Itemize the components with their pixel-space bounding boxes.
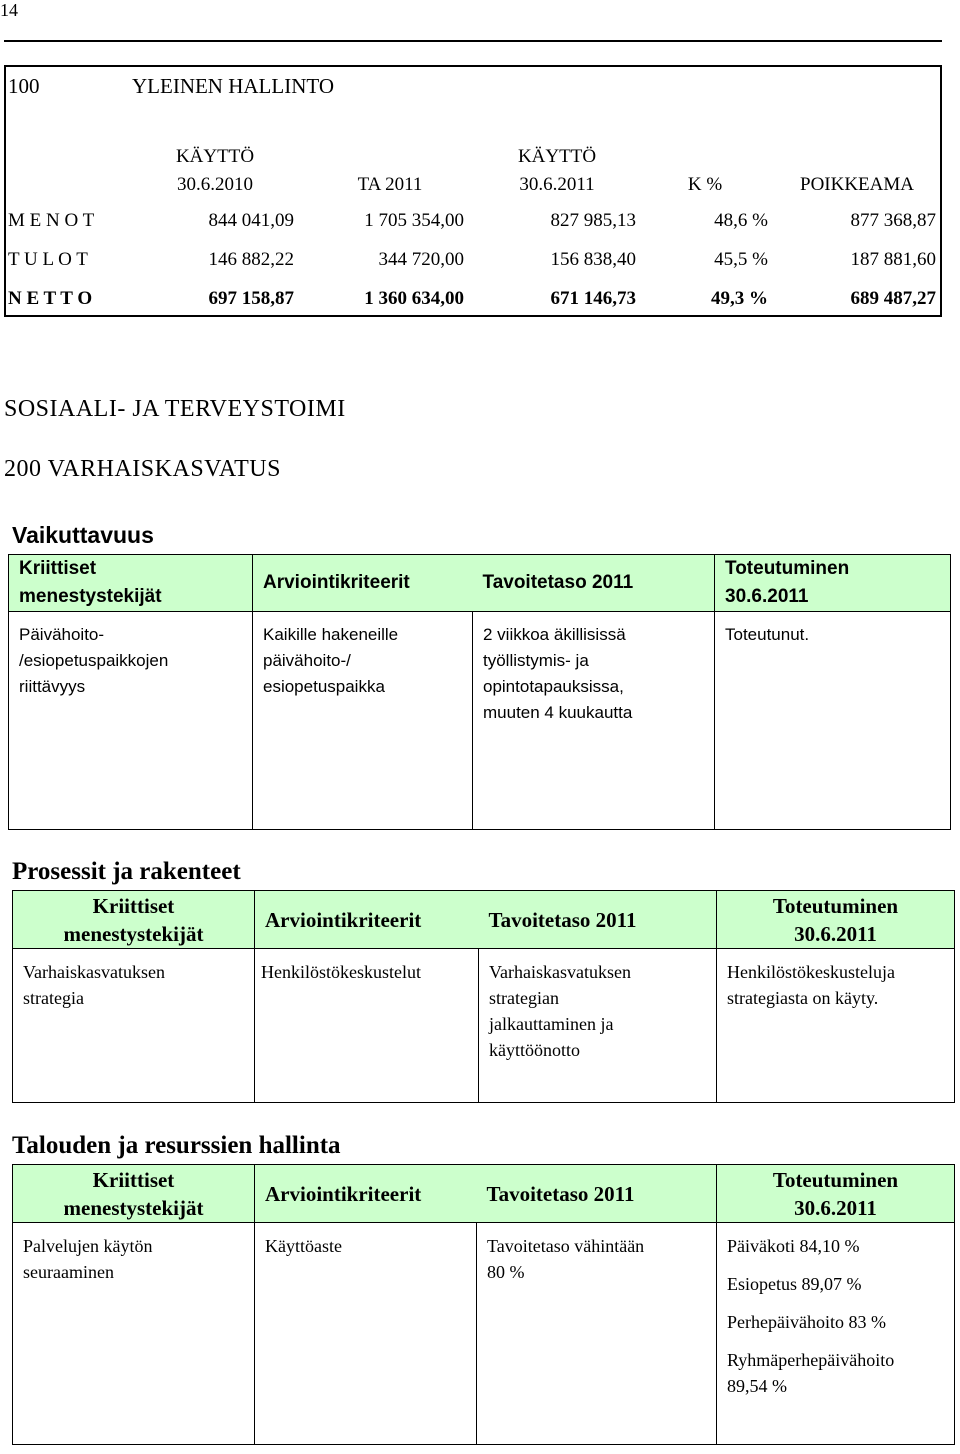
budget-cell-poik: 187 881,60 bbox=[850, 249, 936, 270]
header-k-percent: K % bbox=[687, 174, 723, 195]
table-header-row bbox=[13, 1165, 955, 1223]
cell-line: Perhepäivähoito 83 % bbox=[727, 1312, 886, 1332]
header-ta-2011: TA 2011 bbox=[357, 174, 423, 195]
talous-table bbox=[12, 1164, 955, 1445]
header-kaytto-2010-top: KÄYTTÖ bbox=[175, 146, 255, 167]
cell-kriittiset bbox=[13, 1223, 255, 1445]
vaikuttavuus-table bbox=[8, 554, 951, 830]
section-heading: SOSIAALI- JA TERVEYSTOIMI bbox=[4, 396, 346, 422]
budget-cell-kpct: 45,5 % bbox=[714, 249, 768, 270]
header-toteutuminen bbox=[717, 891, 955, 949]
cell-arviointikriteerit bbox=[255, 1223, 477, 1445]
header-tavoitetaso: Tavoitetaso 2011 bbox=[479, 891, 717, 949]
prosessit-title: Prosessit ja rakenteet bbox=[12, 858, 241, 885]
header-toteutuminen-top: Toteutuminen bbox=[772, 893, 899, 918]
cell-line: riittävyys bbox=[19, 677, 86, 696]
cell-line: työllistymis- ja bbox=[483, 651, 589, 670]
cell-line: 2 viikkoa äkillisissä bbox=[483, 625, 626, 644]
budget-cell-k2011: 156 838,40 bbox=[550, 249, 636, 270]
cell-line: Henkilöstökeskusteluja bbox=[727, 962, 895, 982]
table-header-row bbox=[13, 891, 955, 949]
header-toteutuminen-date: 30.6.2011 bbox=[794, 1195, 877, 1220]
budget-cell-k2010: 844 041,09 bbox=[208, 210, 294, 231]
cell-line: 80 % bbox=[487, 1262, 525, 1282]
cell-line: Kaikille hakeneille bbox=[263, 625, 399, 644]
header-kaytto-2011-top: KÄYTTÖ bbox=[517, 146, 597, 167]
cell-toteutuminen bbox=[717, 949, 955, 1103]
cell-kriittiset bbox=[9, 612, 253, 830]
cell-line: päivähoito-/ bbox=[263, 651, 351, 670]
cell-line: strategian bbox=[489, 988, 559, 1008]
budget-code: 100 bbox=[8, 74, 40, 98]
cell-line: muuten 4 kuukautta bbox=[483, 703, 633, 722]
cell-toteutuminen bbox=[717, 1223, 955, 1445]
header-arviointikriteerit: Arviointikriteerit bbox=[255, 1165, 477, 1223]
header-toteutuminen-date: 30.6.2011 bbox=[725, 586, 809, 607]
table-row bbox=[13, 949, 955, 1103]
budget-cell-ta: 1 360 634,00 bbox=[364, 288, 464, 309]
cell-line: Ryhmäperhepäivähoito bbox=[727, 1350, 895, 1370]
cell-toteutuminen bbox=[715, 612, 951, 830]
budget-row-label: T U L O T bbox=[8, 249, 88, 270]
budget-name: YLEINEN HALLINTO bbox=[132, 74, 334, 98]
budget-cell-poik: 689 487,27 bbox=[850, 288, 936, 309]
cell-kriittiset bbox=[13, 949, 255, 1103]
cell-line: käyttöönotto bbox=[489, 1040, 580, 1060]
table-header-row bbox=[9, 555, 951, 612]
header-toteutuminen bbox=[715, 555, 951, 612]
cell-line: Tavoitetaso vähintään bbox=[487, 1236, 645, 1256]
cell-tavoitetaso bbox=[477, 1223, 717, 1445]
budget-cell-ta: 344 720,00 bbox=[378, 249, 464, 270]
cell-line: Varhaiskasvatuksen bbox=[489, 962, 631, 982]
budget-cell-k2011: 827 985,13 bbox=[550, 210, 636, 231]
cell-arviointikriteerit bbox=[255, 949, 479, 1103]
cell-line: strategia bbox=[23, 988, 84, 1008]
budget-cell-kpct: 49,3 % bbox=[711, 288, 768, 309]
header-kriittiset: Kriittiset menestystekijät bbox=[13, 891, 255, 949]
cell-line: jalkauttaminen ja bbox=[489, 1014, 614, 1034]
cell-line: opintotapauksissa, bbox=[483, 677, 624, 696]
header-rule bbox=[4, 40, 942, 42]
budget-cell-k2011: 671 146,73 bbox=[550, 288, 636, 309]
budget-cell-k2010: 146 882,22 bbox=[208, 249, 294, 270]
cell-arviointikriteerit bbox=[253, 612, 473, 830]
page-number: 14 bbox=[0, 0, 18, 20]
cell-tavoitetaso bbox=[473, 612, 715, 830]
header-toteutuminen-top: Toteutuminen bbox=[772, 1167, 899, 1192]
cell-line: Toteutunut. bbox=[725, 625, 810, 644]
header-poikkeama: POIKKEAMA bbox=[800, 174, 914, 195]
header-tavoitetaso: Tavoitetaso 2011 bbox=[473, 555, 715, 612]
header-arviointikriteerit: Arviointikriteerit bbox=[255, 891, 479, 949]
header-kriittiset: Kriittiset menestystekijät bbox=[9, 555, 253, 612]
header-kaytto-2011-bottom: 30.6.2011 bbox=[519, 174, 595, 195]
budget-row-label: N E T T O bbox=[8, 288, 93, 309]
budget-row-label: M E N O T bbox=[8, 210, 95, 231]
header-kaytto-2010-bottom: 30.6.2010 bbox=[177, 174, 253, 195]
subsection-heading: 200 VARHAISKASVATUS bbox=[4, 456, 281, 482]
table-row bbox=[13, 1223, 955, 1445]
cell-line: Varhaiskasvatuksen bbox=[23, 962, 165, 982]
prosessit-table bbox=[12, 890, 955, 1103]
header-kriittiset: Kriittiset menestystekijät bbox=[13, 1165, 255, 1223]
cell-line: seuraaminen bbox=[23, 1262, 114, 1282]
header-toteutuminen-top: Toteutuminen bbox=[725, 558, 850, 579]
cell-line: Henkilöstökeskustelut bbox=[261, 962, 421, 982]
header-toteutuminen-date: 30.6.2011 bbox=[794, 921, 877, 946]
cell-line: Päiväkoti 84,10 % bbox=[727, 1236, 860, 1256]
cell-line: esiopetuspaikka bbox=[263, 677, 385, 696]
budget-cell-kpct: 48,6 % bbox=[714, 210, 768, 231]
table-row bbox=[9, 612, 951, 830]
header-toteutuminen bbox=[717, 1165, 955, 1223]
cell-line: Päivähoito- bbox=[19, 625, 105, 644]
vaikuttavuus-title: Vaikuttavuus bbox=[12, 522, 154, 548]
cell-line: /esiopetuspaikkojen bbox=[19, 651, 169, 670]
budget-cell-poik: 877 368,87 bbox=[850, 210, 936, 231]
budget-cell-ta: 1 705 354,00 bbox=[364, 210, 464, 231]
talous-title: Talouden ja resurssien hallinta bbox=[12, 1132, 341, 1159]
budget-cell-k2010: 697 158,87 bbox=[208, 288, 294, 309]
cell-line: Käyttöaste bbox=[265, 1236, 342, 1256]
cell-line: 89,54 % bbox=[727, 1376, 787, 1396]
cell-line: Palvelujen käytön bbox=[23, 1236, 153, 1256]
header-arviointikriteerit: Arviointikriteerit bbox=[253, 555, 473, 612]
cell-line: Esiopetus 89,07 % bbox=[727, 1274, 862, 1294]
cell-line: strategiasta on käyty. bbox=[727, 988, 879, 1008]
header-tavoitetaso: Tavoitetaso 2011 bbox=[477, 1165, 717, 1223]
cell-tavoitetaso bbox=[479, 949, 717, 1103]
